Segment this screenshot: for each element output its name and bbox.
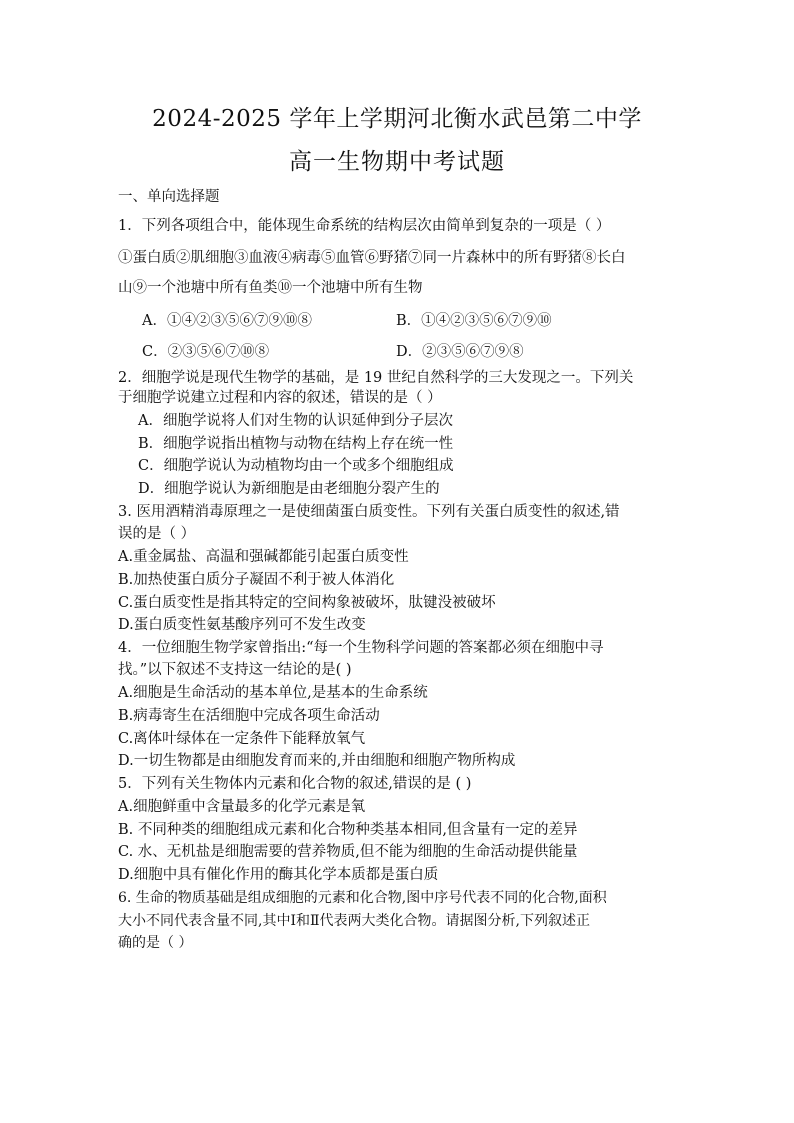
q2-option-c: C．细胞学说认为动植物均由一个或多个细胞组成 <box>138 458 454 474</box>
q2-option-b: B．细胞学说指出植物与动物在结构上存在统一性 <box>138 436 454 452</box>
section-heading: 一、单向选择题 <box>118 189 220 205</box>
q1-stem-line3: 山⑨一个池塘中所有鱼类⑩一个池塘中所有生物 <box>118 280 423 296</box>
q2-option-d: D．细胞学说认为新细胞是由老细胞分裂产生的 <box>138 481 440 497</box>
q1-option-c: C．②③⑤⑥⑦⑩⑧ <box>142 344 270 360</box>
q3-stem: 3. 医用酒精消毒原理之一是使细菌蛋白质变性。下列有关蛋白质变性的叙述,错 <box>118 504 620 520</box>
q4-option-c: C.离体叶绿体在一定条件下能释放氧气 <box>118 731 366 747</box>
q4-option-a: A.细胞是生命活动的基本单位,是基本的生命系统 <box>118 685 428 701</box>
q3-stem-line2: 误的是（ ） <box>118 526 196 542</box>
q6-stem-line2: 大小不同代表含量不同,其中Ⅰ和Ⅱ代表两大类化合物。请据图分析,下列叙述正 <box>118 913 590 929</box>
q1-option-d: D．②③⑤⑥⑦⑨⑧ <box>396 344 524 360</box>
q4-option-b: B.病毒寄生在活细胞中完成各项生命活动 <box>118 708 380 724</box>
q3-option-b: B.加热使蛋白质分子凝固不利于被人体消化 <box>118 572 395 588</box>
q2-stem: 2．细胞学说是现代生物学的基础，是 19 世纪自然科学的三大发现之一。下列关 <box>118 370 634 386</box>
q2-stem-line2: 于细胞学说建立过程和内容的叙述，错误的是（ ） <box>118 390 442 406</box>
q1-stem-line2: ①蛋白质②肌细胞③血液④病毒⑤血管⑥野猪⑦同一片森林中的所有野猪⑧长白 <box>118 250 626 266</box>
q1-stem: 1．下列各项组合中，能体现生命系统的结构层次由简单到复杂的一项是（ ） <box>118 218 611 234</box>
q5-option-c: C. 水、无机盐是细胞需要的营养物质,但不能为细胞的生命活动提供能量 <box>118 844 578 860</box>
q5-option-b: B. 不同种类的细胞组成元素和化合物种类基本相同,但含量有一定的差异 <box>118 822 578 838</box>
q6-stem-line3: 确的是（ ） <box>118 935 193 951</box>
q5-option-a: A.细胞鲜重中含量最多的化学元素是氧 <box>118 799 366 815</box>
q6-stem: 6. 生命的物质基础是组成细胞的元素和化合物,图中序号代表不同的化合物,面积 <box>118 890 607 906</box>
q3-option-a: A.重金属盐、高温和强碱都能引起蛋白质变性 <box>118 549 409 565</box>
q4-option-d: D.一切生物都是由细胞发育而来的,并由细胞和细胞产物所构成 <box>118 753 516 769</box>
q1-option-b: B．①④②③⑤⑥⑦⑨⑩ <box>396 313 552 329</box>
q3-option-c: C.蛋白质变性是指其特定的空间构象被破坏，肽键没被破坏 <box>118 595 496 611</box>
q5-option-d: D.细胞中具有催化作用的酶其化学本质都是蛋白质 <box>118 867 439 883</box>
exam-subtitle: 高一生物期中考试题 <box>289 149 505 175</box>
exam-title: 2024-2025 学年上学期河北衡水武邑第二中学 <box>152 106 642 132</box>
q4-stem-line2: 找。”以下叙述不支持这一结论的是( ) <box>118 662 352 678</box>
q1-option-a: A．①④②③⑤⑥⑦⑨⑩⑧ <box>142 313 312 329</box>
q5-stem: 5．下列有关生物体内元素和化合物的叙述,错误的是 ( ) <box>118 776 472 792</box>
q3-option-d: D.蛋白质变性氨基酸序列可不发生改变 <box>118 617 366 633</box>
q4-stem: 4．一位细胞生物学家曾指出:“每一个生物科学问题的答案都必须在细胞中寻 <box>118 640 604 656</box>
q2-option-a: A．细胞学说将人们对生物的认识延伸到分子层次 <box>138 413 453 429</box>
